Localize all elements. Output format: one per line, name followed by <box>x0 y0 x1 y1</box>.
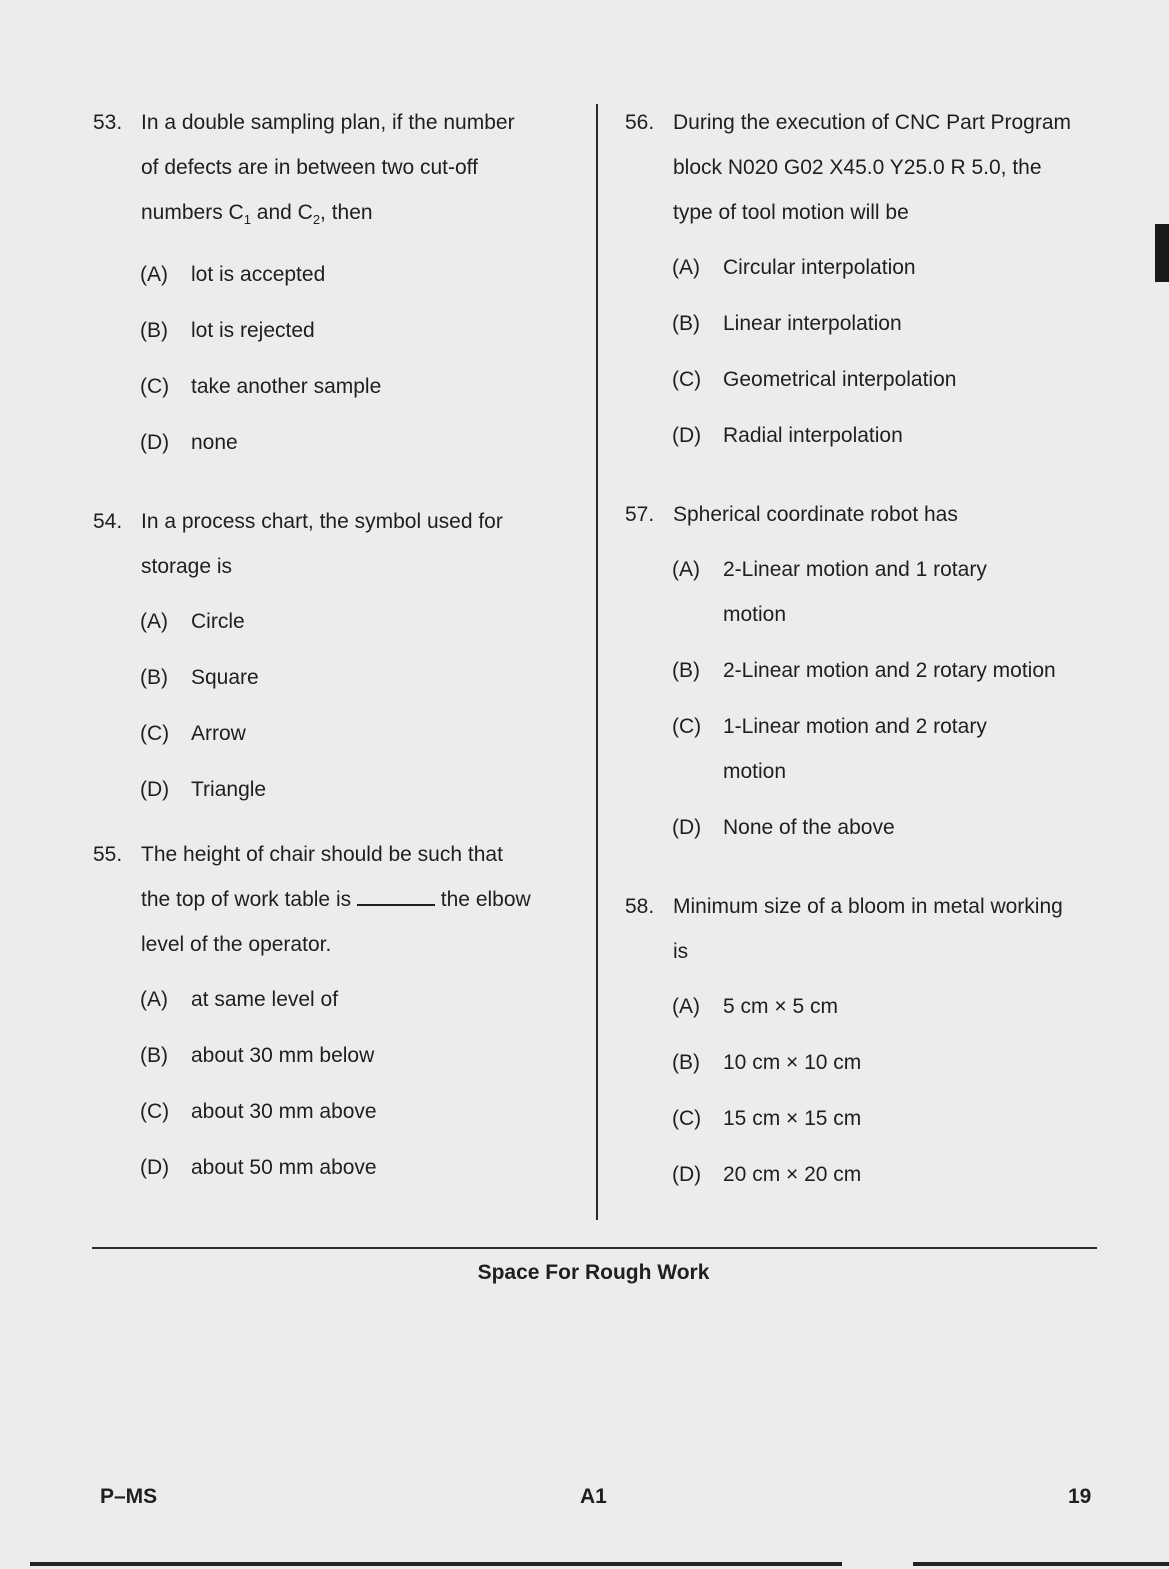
option-b: (B) about 30 mm below <box>140 1044 375 1068</box>
question-text: Spherical coordinate robot has <box>673 503 958 526</box>
footer-paper-code: P–MS <box>100 1485 158 1508</box>
option-d: (D) Radial interpolation <box>672 424 903 447</box>
option-d: (D) none <box>140 431 238 455</box>
rough-work-heading: Space For Rough Work <box>477 1261 710 1284</box>
option-c: (C) Arrow <box>140 722 246 746</box>
options <box>140 977 571 1190</box>
question-56 <box>625 100 1103 458</box>
question-57 <box>625 492 1103 850</box>
option-b: (B) Linear interpolation <box>672 312 902 335</box>
option-c: (C) 15 cm × 15 cm <box>672 1107 862 1130</box>
options <box>140 599 571 812</box>
question-number: 58. <box>625 895 655 918</box>
footer-series-code: A1 <box>580 1485 607 1508</box>
question-54 <box>93 499 571 812</box>
page-number: 19 <box>1068 1485 1092 1508</box>
option-c: (C) 1-Linear motion and 2 rotary motion <box>672 715 987 783</box>
option-d: (D) 20 cm × 20 cm <box>672 1163 862 1186</box>
right-column <box>625 100 1103 1208</box>
question-text: The height of chair should be such that the top of work table is the elbow level of the operator. <box>141 843 531 957</box>
option-a: (A) 5 cm × 5 cm <box>672 995 838 1018</box>
option-a: (A) Circle <box>140 610 245 634</box>
option-a: (A) at same level of <box>140 988 339 1012</box>
question-number: 57. <box>625 503 655 526</box>
question-number: 54. <box>93 510 123 534</box>
question-number: 53. <box>93 111 123 134</box>
left-column <box>93 100 571 1201</box>
question-53 <box>93 100 571 465</box>
question-text: In a process chart, the symbol used for storage is <box>141 510 503 579</box>
option-d: (D) None of the above <box>672 816 895 839</box>
column-divider <box>596 104 598 1220</box>
option-b: (B) Square <box>140 666 259 690</box>
question-58 <box>625 884 1103 1197</box>
question-number: 55. <box>93 843 123 867</box>
option-a: (A) 2-Linear motion and 1 rotary motion <box>672 558 987 626</box>
options <box>672 547 1103 850</box>
option-c: (C) about 30 mm above <box>140 1100 377 1124</box>
option-c: (C) take another sample <box>140 375 382 399</box>
option-a: (A) lot is accepted <box>140 263 326 287</box>
option-a: (A) Circular interpolation <box>672 256 916 279</box>
options <box>672 245 1103 458</box>
question-text: Minimum size of a bloom in metal working is <box>673 895 1063 963</box>
option-c: (C) Geometrical interpolation <box>672 368 957 391</box>
question-55 <box>93 832 571 1190</box>
options <box>140 252 571 465</box>
options <box>672 984 1103 1197</box>
question-text: In a double sampling plan, if the number of defects are in between two cut-off numbers $C_1$ and $C_2$, then <box>141 111 515 228</box>
question-text: During the execution of CNC Part Program block N020 G02 X45.0 Y25.0 R 5.0, the type of tool motion will be <box>673 111 1072 224</box>
edge-registration-mark <box>1155 224 1169 282</box>
bottom-edge-line <box>30 1562 842 1566</box>
option-d: (D) about 50 mm above <box>140 1156 377 1180</box>
option-b: (B) 2-Linear motion and 2 rotary motion <box>672 659 1056 682</box>
option-b: (B) 10 cm × 10 cm <box>672 1051 862 1074</box>
rough-work-divider <box>92 1247 1097 1249</box>
fill-in-blank <box>357 890 435 906</box>
option-b: (B) lot is rejected <box>140 319 315 343</box>
bottom-edge-line <box>913 1562 1169 1566</box>
question-number: 56. <box>625 111 655 134</box>
option-d: (D) Triangle <box>140 778 267 802</box>
